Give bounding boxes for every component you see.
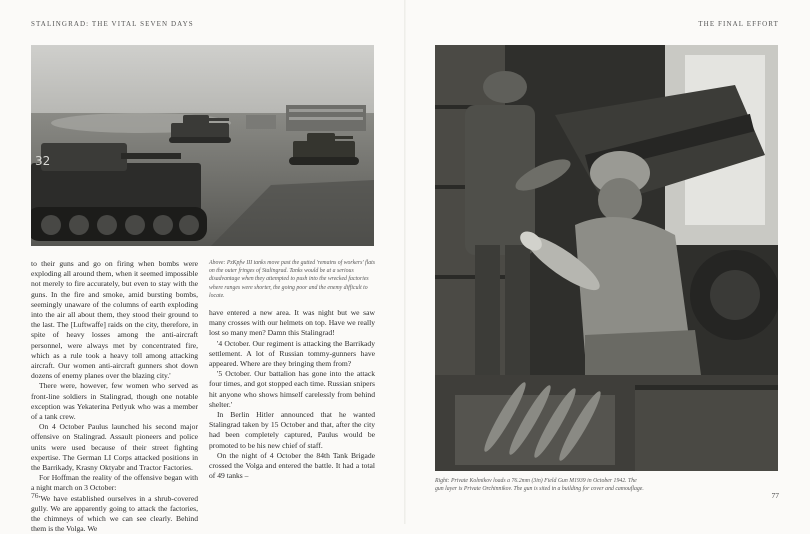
- text-column-1: [31, 259, 198, 534]
- paragraph: In Berlin Hitler announced that he wanted Stalingrad taken by 15 October and that, after the city had been completely captured, Paulus would be promoted to be his new chief of staff.: [209, 410, 375, 450]
- photo-caption-right: Right: Private Kolmikov loads a 76.2mm (3in) Field Gun M1939 in October 1942. The gun layer is Private Orchinnikov. The gun is sited in a building for cover and camouflage.: [435, 478, 644, 493]
- gun-crew-photo: [435, 45, 778, 471]
- tanks-photo-image: [31, 45, 374, 246]
- paragraph: 'We have established ourselves in a shrub-covered gully. We are apparently going to attack the factories, the chimneys of which we can see clearly. Behind them is the Volga. We: [31, 493, 198, 534]
- paragraph: On 4 October Paulus launched his second major offensive on Stalingrad. Assault pioneers and police units were used because of their street fighting expertise. The German LI Corps attacked positions in the Barrikady, Krasny Oktyabr and Tractor Factories.: [31, 422, 198, 473]
- text-column-2: [209, 259, 375, 481]
- paragraph: '5 October. Our battalion has gone into the attack four times, and got stopped each time. Russian snipers hit anyone who shows himself carelessly from behind shelter.': [209, 369, 375, 409]
- gutter: [404, 0, 406, 524]
- tanks-photo: [31, 45, 374, 246]
- photo-caption-above: Above: PzKpfw III tanks move past the gutted 'remains of workers' flats on the outer fringes of Stalingrad. Tanks would be at a serious disadvantage when they attempted to push into the wrecked factories where ranges were shorter, the going poor and the enemy difficult to locate.: [209, 260, 376, 299]
- page-number-left: 76: [31, 491, 39, 500]
- running-head-left: STALINGRAD: THE VITAL SEVEN DAYS: [31, 20, 194, 28]
- paragraph: For Hoffman the reality of the offensive began with a night march on 3 October:: [31, 473, 198, 493]
- paragraph: '4 October. Our regiment is attacking the Barrikady settlement. A lot of Russian tommy-gunners have appeared. Where are they bringing them from?: [209, 338, 375, 369]
- paragraph: There were, however, few women who served as front-line soldiers in Stalingrad, though one notable exception was Yekaterina Petlyuk who was a member of a tank crew.: [31, 381, 198, 422]
- running-head-right: THE FINAL EFFORT: [698, 20, 779, 28]
- paragraph: have entered a new area. It was night but we saw many crosses with our helmets on top. Have we really lost so many men? Damn this Stalingrad!: [209, 308, 375, 338]
- gun-crew-photo-image: [435, 45, 778, 471]
- svg-text:32: 32: [35, 154, 51, 168]
- page-number-right: 77: [771, 491, 779, 500]
- paragraph: to their guns and go on firing when bombs were exploding all around them, when it seemed impossible not merely to fire accurately, but even to stay with the guns. In the fire and smoke, amid bursting bombs, seemingly unaware of the columns of earth exploding into the air all about them, they stood their ground to the last. The [Luftwaffe] raids on the city, therefore, in spite of heavy losses among the anti-aircraft personnel, were always met by concentrated fire, which as a rule took a heavy toll among attacking aircraft. Our women anti-aircraft gunners shot down dozens of enemy planes over the blazing city.': [31, 259, 198, 381]
- paragraph: On the night of 4 October the 84th Tank Brigade crossed the Volga and entered the battle. It had a total of 49 tanks –: [209, 450, 375, 481]
